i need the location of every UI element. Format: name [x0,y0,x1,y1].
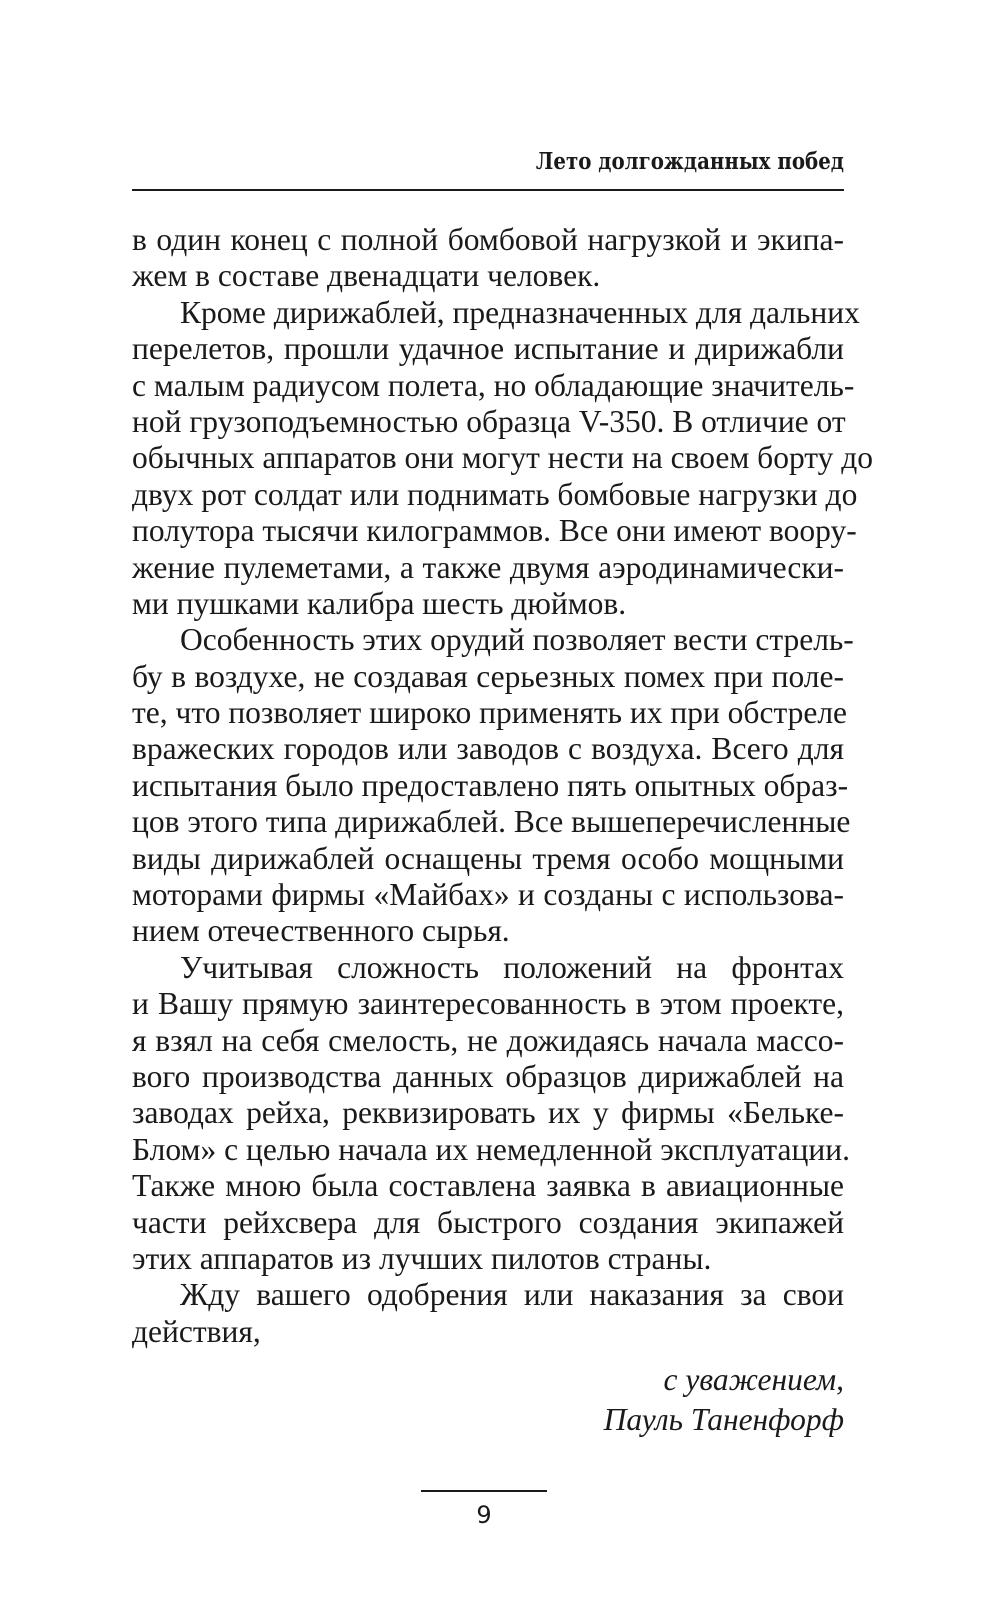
header-rule [132,189,844,191]
text-line: части рейхсвера для быстрого создания экипажей [132,1204,844,1240]
text-line: ной грузоподъемностью образца V-350. В отличие от [132,403,846,439]
text-line: Кроме дирижаблей, предназначенных для дальних [180,294,860,330]
text-line: жение пулеметами, а также двумя аэродинамически- [132,549,844,585]
text-line: моторами фирмы «Майбах» и созданы с использова- [132,877,844,913]
text-line: Особенность этих орудий позволяет вести стрель- [180,622,854,658]
text-line: этих аппаратов из лучших пилотов страны. [132,1240,712,1276]
page-number: 9 [476,1501,492,1529]
text-line: нием отечественного сырья. [132,913,510,949]
text-line: Учитывая сложность положений на фронтах [180,949,844,985]
text-line: жем в составе двенадцати человек. [132,258,601,294]
text-line: в один конец с полной бомбовой нагрузкой и экипа- [132,222,844,257]
text-line: перелетов, прошли удачное испытание и дирижабли [132,331,844,367]
text-line: заводах рейха, реквизировать их у фирмы «Бельке- [132,1095,844,1131]
text-line: те, что позволяет широко применять их при обстреле [132,695,848,731]
text-line: Жду вашего одобрения или наказания за свои [180,1277,844,1313]
text-line: вого производства данных образцов дирижаблей на [132,1058,844,1094]
text-line: Также мною была составлена заявка в авиационные [132,1168,844,1204]
text-line: полутора тысячи килограммов. Все они имеют воору- [132,513,857,549]
text-line: Блом» с целью начала их немедленной эксплуатации. [132,1131,850,1167]
text-line: испытания было предоставлено пять опытных образ- [132,767,849,803]
body-text [132,222,874,1350]
text-line: вражеских городов или заводов с воздуха. Всего для [132,731,844,767]
footer-rule [421,1490,547,1492]
text-line: цов этого типа дирижаблей. Все вышеперечисленные [132,804,851,840]
text-line: двух рот солдат или поднимать бомбовые нагрузки до [132,476,858,512]
signature-closing: с уважением, [663,1362,844,1397]
text-line: обычных аппаратов они могут нести на своем борту до [132,440,874,476]
signature-name: Пауль Таненфорф [603,1402,844,1437]
text-line: я взял на себя смелость, не дожидаясь начала массо- [132,1022,844,1058]
running-head: Лето долгожданных побед [535,148,844,175]
text-line: и Вашу прямую заинтересованность в этом проекте, [132,986,844,1022]
text-line: действия, [132,1313,261,1349]
text-line: бу в воздухе, не создавая серьезных помех при поле- [132,658,844,694]
signature-block [132,1360,844,1440]
text-line: ми пушками калибра шесть дюймов. [132,585,627,621]
text-line: с малым радиусом полета, но обладающие значитель- [132,367,855,403]
text-line: виды дирижаблей оснащены тремя особо мощными [132,840,844,876]
